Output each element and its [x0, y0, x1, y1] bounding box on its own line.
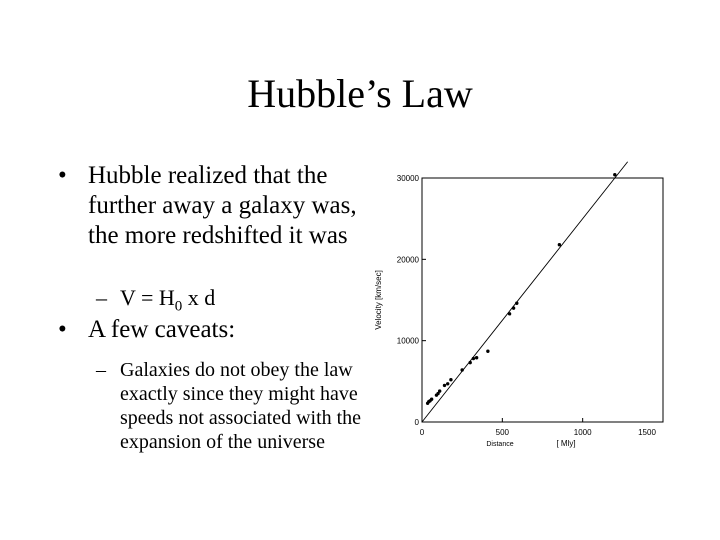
- formula-prefix: V = H: [120, 285, 175, 310]
- data-point: [475, 356, 478, 359]
- chart-points: [422, 162, 628, 422]
- x-tick-label: 0: [419, 428, 425, 437]
- y-tick-label: 0: [414, 418, 419, 427]
- bullet-text: Hubble realized that the further away a galaxy was, the more redshifted it was: [88, 162, 357, 249]
- data-point: [512, 306, 515, 309]
- x-tick-label: 1000: [573, 428, 592, 437]
- data-point: [428, 399, 431, 402]
- data-point: [435, 393, 438, 396]
- data-point: [436, 392, 439, 395]
- y-tick-label: 20000: [396, 255, 419, 265]
- data-point: [443, 384, 446, 387]
- y-axis-label: Velocity [km/sec]: [374, 270, 383, 330]
- data-point: [427, 400, 430, 403]
- formula-subscript: 0: [174, 298, 183, 315]
- data-point: [472, 357, 475, 360]
- data-point: [426, 402, 429, 405]
- data-point: [558, 243, 561, 246]
- sub-bullet-text: Galaxies do not obey the law exactly since they might have speeds not associated with the expansion of the universe: [120, 359, 362, 453]
- y-tick-label: 10000: [396, 336, 419, 346]
- data-point: [460, 368, 463, 371]
- bullet-text: A few caveats:: [88, 316, 236, 343]
- data-point: [508, 312, 511, 315]
- x-tick-label: 500: [495, 428, 510, 437]
- slide-title: Hubble’s Law: [247, 71, 473, 116]
- x-tick-label: 1500: [638, 428, 656, 437]
- data-point: [449, 378, 452, 381]
- fit-line: [422, 162, 628, 422]
- x-axis-label: Distance: [486, 441, 514, 448]
- x-axis-unit-label: [ Mly]: [556, 439, 576, 448]
- chart-ticks: [397, 174, 657, 437]
- data-point: [430, 398, 433, 401]
- plot-frame: [422, 178, 663, 422]
- data-point: [613, 173, 616, 176]
- chart-axes: [374, 178, 663, 448]
- dash-icon: –: [96, 285, 107, 310]
- formula-suffix: x d: [182, 285, 216, 310]
- data-point: [438, 389, 441, 392]
- data-point: [515, 302, 518, 305]
- dash-icon: –: [96, 359, 106, 381]
- data-point: [446, 382, 449, 385]
- bullet-dot-icon: •: [58, 316, 67, 343]
- data-point: [469, 361, 472, 364]
- data-point: [486, 350, 489, 353]
- bullet-dot-icon: •: [58, 162, 67, 189]
- y-tick-label: 30000: [396, 174, 419, 183]
